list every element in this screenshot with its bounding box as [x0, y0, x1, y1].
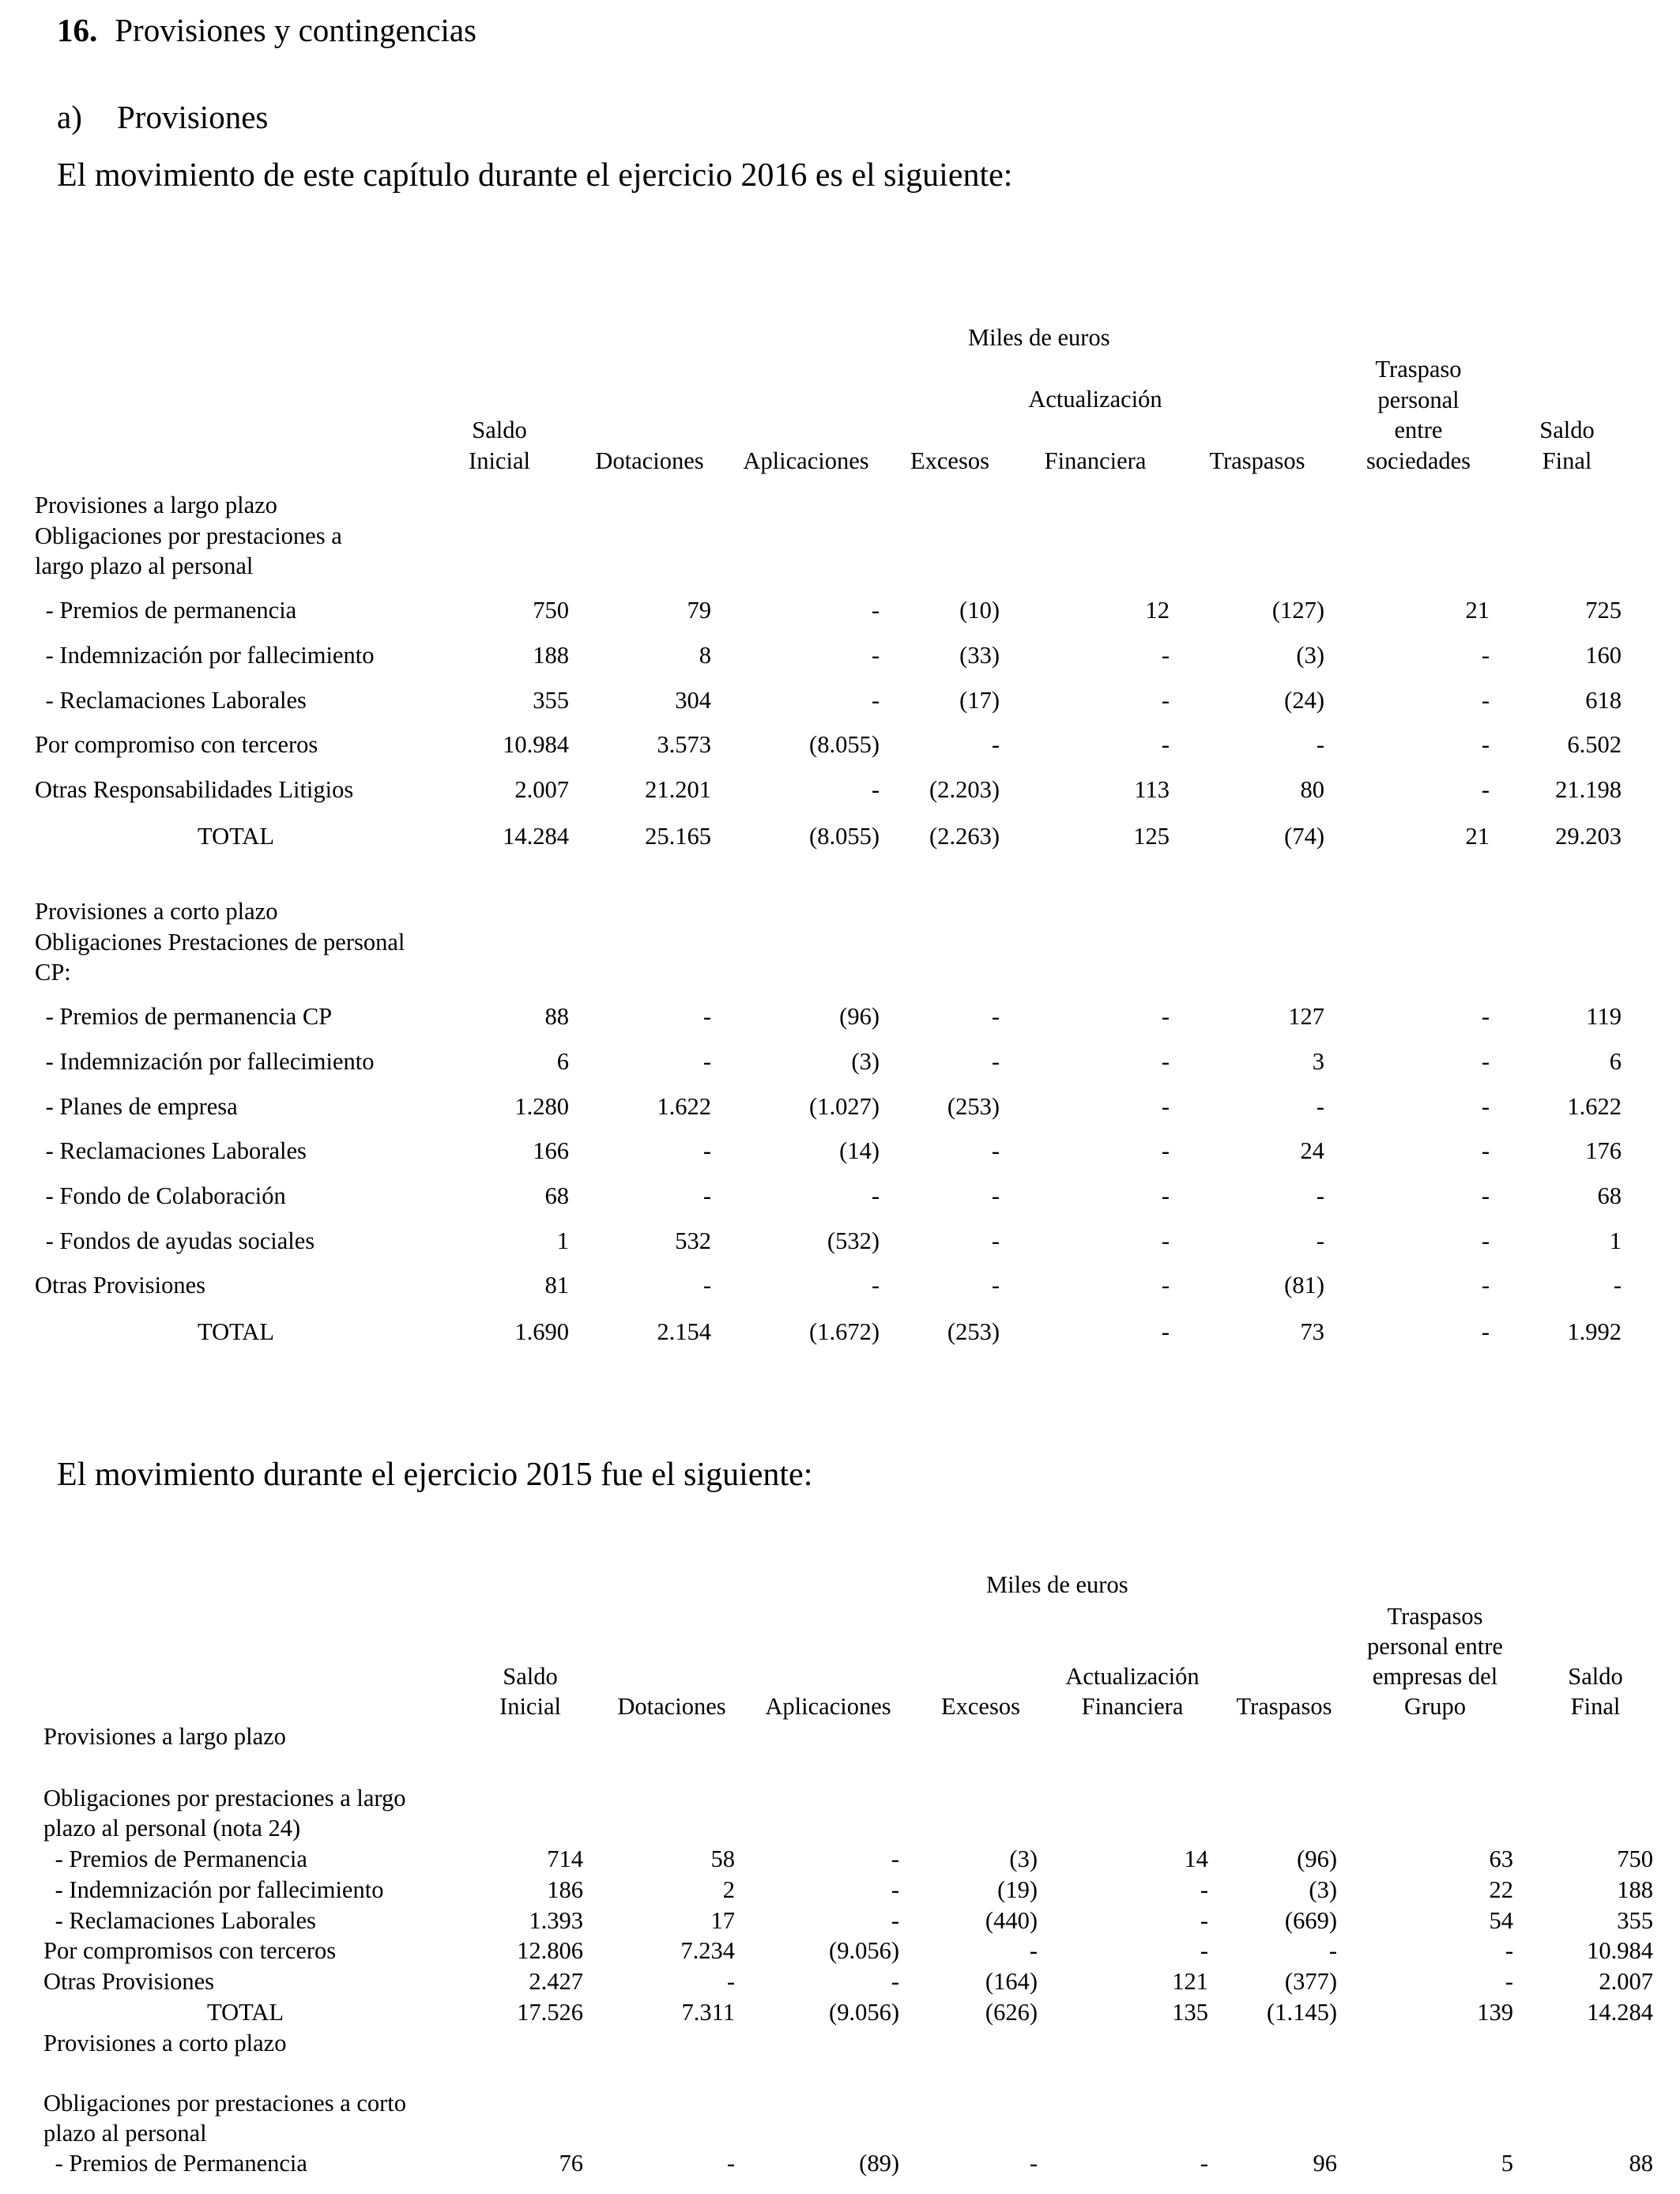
lp-subheading-line: plazo al personal (nota 24) — [43, 1815, 301, 1842]
cell-value: 532 — [675, 1227, 711, 1254]
col-header-excesos-line: Excesos — [910, 447, 989, 474]
cell-value: (17) — [959, 687, 1000, 714]
cell-value: (669) — [1284, 1907, 1337, 1934]
intro-2016: El movimiento de este capítulo durante el ejercicio 2016 es el siguiente: — [57, 157, 1013, 194]
lp-heading-line: Provisiones a largo plazo — [35, 492, 277, 518]
cell-value: 1 — [556, 1227, 569, 1254]
cell-value: 1.280 — [514, 1093, 569, 1120]
cell-value: 58 — [710, 1845, 735, 1872]
cell-value: (2.203) — [929, 776, 1000, 803]
cell-value: (8.055) — [809, 731, 880, 758]
col-header-dotaciones-line: Dotaciones — [617, 1693, 726, 1720]
col-header-saldo-final-line: Final — [1570, 1693, 1621, 1720]
cell-value: (3) — [1009, 1845, 1038, 1872]
col-header-saldo-final-line: Final — [1542, 447, 1592, 474]
cell-value: - — [1481, 1093, 1490, 1120]
cell-value: - — [1161, 1227, 1170, 1254]
cell-value: - — [991, 1003, 1000, 1030]
col-header-traspaso-personal-line: Traspasos — [1387, 1603, 1483, 1630]
cell-value: - — [871, 1272, 880, 1299]
row-label: - Premios de Permanencia — [49, 2150, 307, 2177]
cell-value: 14 — [1184, 1845, 1208, 1872]
col-header-traspaso-personal — [1332, 354, 1505, 476]
cell-value: 355 — [533, 687, 569, 714]
col-header-saldo-final-line: Saldo — [1539, 417, 1595, 443]
cell-value: 7.234 — [680, 1937, 735, 1964]
cell-value: 186 — [547, 1876, 583, 1903]
cell-value: 79 — [687, 597, 711, 624]
cell-value: 176 — [1585, 1137, 1622, 1164]
row-label: Por compromiso con terceros — [35, 731, 318, 758]
cell-value: (377) — [1284, 1968, 1337, 1995]
col-header-traspasos — [1170, 446, 1344, 477]
cell-value: - — [703, 1182, 711, 1209]
lp-subheading-line: Obligaciones por prestaciones a largo — [43, 1785, 406, 1811]
cell-value: 188 — [1617, 1876, 1653, 1903]
cell-value: 121 — [1172, 1968, 1208, 1995]
cell-value: 139 — [1477, 1999, 1513, 2026]
col-header-aplicaciones-line: Aplicaciones — [765, 1693, 891, 1720]
cell-value: 12 — [1145, 597, 1170, 624]
cell-value: - — [871, 776, 880, 803]
cell-value: - — [703, 1272, 711, 1299]
cell-value: - — [1161, 1093, 1170, 1120]
cell-value: - — [1200, 1876, 1208, 1903]
cell-value: 3.573 — [657, 731, 711, 758]
cell-value: (626) — [985, 1999, 1038, 2026]
cell-value: - — [991, 731, 1000, 758]
row-label: - Reclamaciones Laborales — [49, 1907, 316, 1934]
cell-value: (19) — [997, 1876, 1038, 1903]
cell-value: 25.165 — [645, 823, 711, 850]
col-header-aplicaciones-line: Aplicaciones — [743, 447, 869, 474]
cell-value: (10) — [959, 597, 1000, 624]
cp-heading: Provisiones a corto plazo — [43, 2030, 287, 2056]
cell-value: 14.284 — [503, 823, 569, 850]
cell-value: - — [1161, 1137, 1170, 1164]
col-header-traspaso-personal-line: entre — [1394, 417, 1443, 443]
cell-value: (3) — [1296, 642, 1324, 669]
row-label: - Indemnización por fallecimiento — [40, 642, 375, 669]
cell-value: 21.201 — [645, 776, 711, 803]
cell-value: - — [1161, 1272, 1170, 1299]
cell-value: 21 — [1465, 823, 1490, 850]
cell-value: - — [1505, 1968, 1513, 1995]
cell-value: (1.027) — [809, 1093, 880, 1120]
cell-value: (24) — [1284, 687, 1324, 714]
col-header-excesos-line: Excesos — [941, 1693, 1020, 1720]
cell-value: - — [1316, 1227, 1324, 1254]
cell-value: 21.198 — [1555, 776, 1622, 803]
cell-value: - — [991, 1048, 1000, 1075]
lp-heading-line: largo plazo al personal — [35, 552, 254, 579]
cell-value: - — [1029, 1937, 1038, 1964]
lp-heading-line: Obligaciones por prestaciones a — [35, 522, 342, 549]
cell-value: - — [703, 1048, 711, 1075]
cell-value: 6 — [1609, 1048, 1622, 1075]
cell-value: (253) — [947, 1318, 1000, 1345]
cell-value: 113 — [1134, 776, 1170, 803]
cell-value: 68 — [544, 1182, 569, 1209]
row-label: Por compromisos con terceros — [43, 1937, 337, 1964]
cell-value: 119 — [1586, 1003, 1622, 1030]
cell-value: - — [1481, 776, 1490, 803]
cell-value: 1 — [1609, 1227, 1622, 1254]
section-heading — [57, 11, 477, 49]
row-label: - Indemnización por fallecimiento — [40, 1048, 375, 1075]
cell-value: - — [1161, 731, 1170, 758]
cell-value: (440) — [985, 1907, 1038, 1934]
row-label: - Indemnización por fallecimiento — [49, 1876, 384, 1903]
cell-value: 63 — [1489, 1845, 1513, 1872]
cell-value: - — [891, 1876, 899, 1903]
cell-value: (89) — [859, 2150, 899, 2177]
units-label: Miles de euros — [986, 1571, 1128, 1598]
cell-value: 6 — [556, 1048, 569, 1075]
cell-value: 10.984 — [503, 731, 569, 758]
cell-value: 166 — [533, 1137, 569, 1164]
cell-value: 750 — [533, 597, 569, 624]
col-header-saldo-inicial-line: Saldo — [472, 417, 527, 443]
cell-value: - — [1481, 1227, 1490, 1254]
col-header-financiera: Financiera — [1044, 447, 1147, 474]
cell-value: 1.622 — [1567, 1093, 1622, 1120]
cell-value: 17 — [710, 1907, 735, 1934]
col-header-traspaso-personal-line: Traspaso — [1375, 356, 1462, 383]
cell-value: 24 — [1300, 1137, 1324, 1164]
cp-heading-line: Obligaciones Prestaciones de personal — [35, 928, 405, 956]
cp-heading-line: CP: — [35, 959, 71, 986]
cell-value: - — [891, 1968, 899, 1995]
cell-value: - — [871, 687, 880, 714]
cell-value: - — [1316, 1182, 1324, 1209]
cell-value: - — [891, 1845, 899, 1872]
cell-value: (9.056) — [829, 1999, 899, 2026]
cell-value: 29.203 — [1555, 823, 1622, 850]
cell-value: - — [991, 1227, 1000, 1254]
row-label: - Reclamaciones Laborales — [40, 1137, 307, 1164]
cell-value: (1.145) — [1267, 1999, 1337, 2026]
row-label: - Premios de permanencia CP — [40, 1003, 333, 1030]
col-header-saldo-final — [1501, 1661, 1680, 1721]
cell-value: 73 — [1300, 1318, 1324, 1345]
cell-value: - — [1481, 1182, 1490, 1209]
cell-value: 135 — [1172, 1999, 1208, 2026]
cell-value: 96 — [1313, 2150, 1337, 2177]
cell-value: - — [1161, 1318, 1170, 1345]
col-header-actualizacion: Actualización — [1028, 386, 1162, 413]
cell-value: 22 — [1489, 1876, 1513, 1903]
col-header-traspasos-line: Traspasos — [1236, 1693, 1332, 1720]
cell-value: 3 — [1312, 1048, 1324, 1075]
cell-value: (96) — [1297, 1845, 1337, 1872]
total-label: TOTAL — [198, 1318, 274, 1345]
row-label: Otras Provisiones — [35, 1272, 206, 1299]
cell-value: - — [1481, 687, 1490, 714]
cell-value: 88 — [544, 1003, 569, 1030]
col-header-traspasos-line: Traspasos — [1209, 447, 1305, 474]
row-label: - Fondo de Colaboración — [40, 1182, 286, 1209]
cp-heading-line: Provisiones a corto plazo — [35, 898, 278, 925]
cell-value: (3) — [851, 1048, 880, 1075]
cell-value: - — [1161, 1003, 1170, 1030]
col-header-traspaso-personal-line: personal — [1377, 386, 1460, 413]
cell-value: - — [1200, 1937, 1208, 1964]
cell-value: - — [891, 1907, 899, 1934]
col-header-traspaso-personal-line: empresas del — [1372, 1663, 1498, 1690]
cell-value: - — [1316, 731, 1324, 758]
cell-value: - — [871, 642, 880, 669]
cell-value: - — [991, 1137, 1000, 1164]
cell-value: 1.393 — [529, 1907, 583, 1934]
cell-value: - — [1613, 1272, 1622, 1299]
cell-value: 188 — [533, 642, 569, 669]
row-label: - Premios de permanencia — [40, 597, 297, 624]
col-header-saldo-final-line: Saldo — [1568, 1663, 1623, 1690]
col-header-actualizacion-line: Actualización — [1065, 1663, 1200, 1690]
col-header-saldo-inicial-line: Inicial — [469, 447, 530, 474]
cell-value: 81 — [544, 1272, 569, 1299]
cell-value: - — [871, 1182, 880, 1209]
cell-value: (8.055) — [809, 823, 880, 850]
cell-value: 355 — [1617, 1907, 1653, 1934]
cell-value: (14) — [839, 1137, 880, 1164]
cell-value: 1.690 — [514, 1318, 569, 1345]
cell-value: 618 — [1585, 687, 1622, 714]
cell-value: - — [991, 1182, 1000, 1209]
cell-value: 54 — [1489, 1907, 1513, 1934]
cell-value: (3) — [1309, 1876, 1337, 1903]
total-label: TOTAL — [207, 1999, 284, 2026]
cell-value: 12.806 — [517, 1937, 583, 1964]
cell-value: 2.427 — [529, 1968, 583, 1995]
cell-value: - — [1200, 2150, 1208, 2177]
cell-value: - — [1029, 2150, 1038, 2177]
cell-value: 2.154 — [657, 1318, 711, 1345]
cell-value: - — [1481, 1003, 1490, 1030]
cell-value: 2 — [722, 1876, 735, 1903]
cell-value: 160 — [1585, 642, 1622, 669]
cell-value: - — [871, 597, 880, 624]
cell-value: - — [1505, 1937, 1513, 1964]
cell-value: (81) — [1284, 1272, 1324, 1299]
cell-value: 2.007 — [1599, 1968, 1653, 1995]
cell-value: 68 — [1597, 1182, 1622, 1209]
cell-value: 14.284 — [1587, 1999, 1653, 2026]
cell-value: 76 — [559, 2150, 583, 2177]
cell-value: (164) — [985, 1968, 1038, 1995]
cell-value: - — [726, 1968, 735, 1995]
cell-value: - — [726, 2150, 735, 2177]
lp-heading: Provisiones a largo plazo — [43, 1723, 286, 1750]
cell-value: - — [703, 1137, 711, 1164]
cell-value: 7.311 — [681, 1999, 735, 2026]
cell-value: 88 — [1629, 2150, 1653, 2177]
cp-subheading-line: plazo al personal — [43, 2120, 207, 2147]
subsection-title: Provisiones — [117, 99, 269, 135]
cell-value: - — [1481, 1272, 1490, 1299]
cell-value: (2.263) — [929, 823, 1000, 850]
row-label: Otras Responsabilidades Litigios — [35, 776, 354, 803]
row-label: Otras Provisiones — [43, 1968, 215, 1995]
cell-value: - — [1161, 687, 1170, 714]
cell-value: 6.502 — [1567, 731, 1622, 758]
col-header-traspaso-personal-line: sociedades — [1365, 447, 1471, 474]
row-label: - Reclamaciones Laborales — [40, 687, 307, 714]
cell-value: (33) — [959, 642, 1000, 669]
row-label: - Fondos de ayudas sociales — [40, 1227, 315, 1254]
cell-value: 1.622 — [657, 1093, 711, 1120]
cell-value: 8 — [699, 642, 711, 669]
cell-value: - — [1316, 1093, 1324, 1120]
cell-value: 21 — [1465, 597, 1490, 624]
cell-value: - — [703, 1003, 711, 1030]
cell-value: 725 — [1585, 597, 1622, 624]
cell-value: (9.056) — [829, 1937, 899, 1964]
cell-value: - — [1481, 642, 1490, 669]
cell-value: 5 — [1501, 2150, 1513, 2177]
total-label: TOTAL — [198, 823, 274, 850]
cell-value: - — [1481, 1318, 1490, 1345]
cell-value: (96) — [839, 1003, 880, 1030]
col-header-dotaciones — [563, 446, 736, 477]
cell-value: 1.992 — [1567, 1318, 1622, 1345]
cell-value: 125 — [1133, 823, 1170, 850]
section-number: 16. — [57, 12, 98, 48]
col-header-saldo-inicial-line: Inicial — [499, 1693, 561, 1720]
row-label: - Planes de empresa — [40, 1093, 238, 1120]
cell-value: 2.007 — [514, 776, 569, 803]
cell-value: 17.526 — [517, 1999, 583, 2026]
cell-value: (532) — [827, 1227, 880, 1254]
col-header-saldo-inicial — [452, 415, 547, 476]
col-header-actualizacion-line: Financiera — [1081, 1693, 1184, 1720]
cell-value: 750 — [1617, 1845, 1653, 1872]
section-title: Provisiones y contingencias — [115, 12, 477, 48]
cell-value: - — [1481, 731, 1490, 758]
cell-value: - — [1328, 1937, 1337, 1964]
col-header-saldo-final — [1480, 415, 1654, 476]
cell-value: - — [1161, 1182, 1170, 1209]
units-label: Miles de euros — [968, 324, 1110, 351]
cell-value: (1.672) — [809, 1318, 880, 1345]
col-header-dotaciones-line: Dotaciones — [595, 447, 704, 474]
cell-value: 127 — [1288, 1003, 1324, 1030]
cell-value: - — [991, 1272, 1000, 1299]
col-header-traspaso-personal-line: personal entre — [1367, 1633, 1503, 1660]
cell-value: (253) — [947, 1093, 1000, 1120]
cp-subheading-line: Obligaciones por prestaciones a corto — [43, 2090, 407, 2117]
cell-value: - — [1200, 1907, 1208, 1934]
cell-value: - — [1161, 642, 1170, 669]
subsection-heading — [57, 98, 268, 136]
col-header-traspaso-personal-line: Grupo — [1404, 1693, 1466, 1720]
col-header-saldo-inicial-line: Saldo — [503, 1663, 558, 1690]
cell-value: 10.984 — [1587, 1937, 1653, 1964]
cell-value: - — [1481, 1048, 1490, 1075]
cell-value: 714 — [547, 1845, 583, 1872]
row-label: - Premios de Permanencia — [49, 1845, 307, 1872]
cell-value: (127) — [1271, 597, 1324, 624]
intro-2015: El movimiento durante el ejercicio 2015 fue el siguiente: — [57, 1457, 813, 1493]
cell-value: (74) — [1284, 823, 1324, 850]
cell-value: - — [1481, 1137, 1490, 1164]
subsection-letter: a) — [57, 99, 82, 135]
cell-value: 80 — [1300, 776, 1324, 803]
cell-value: 304 — [675, 687, 711, 714]
cell-value: - — [1161, 1048, 1170, 1075]
